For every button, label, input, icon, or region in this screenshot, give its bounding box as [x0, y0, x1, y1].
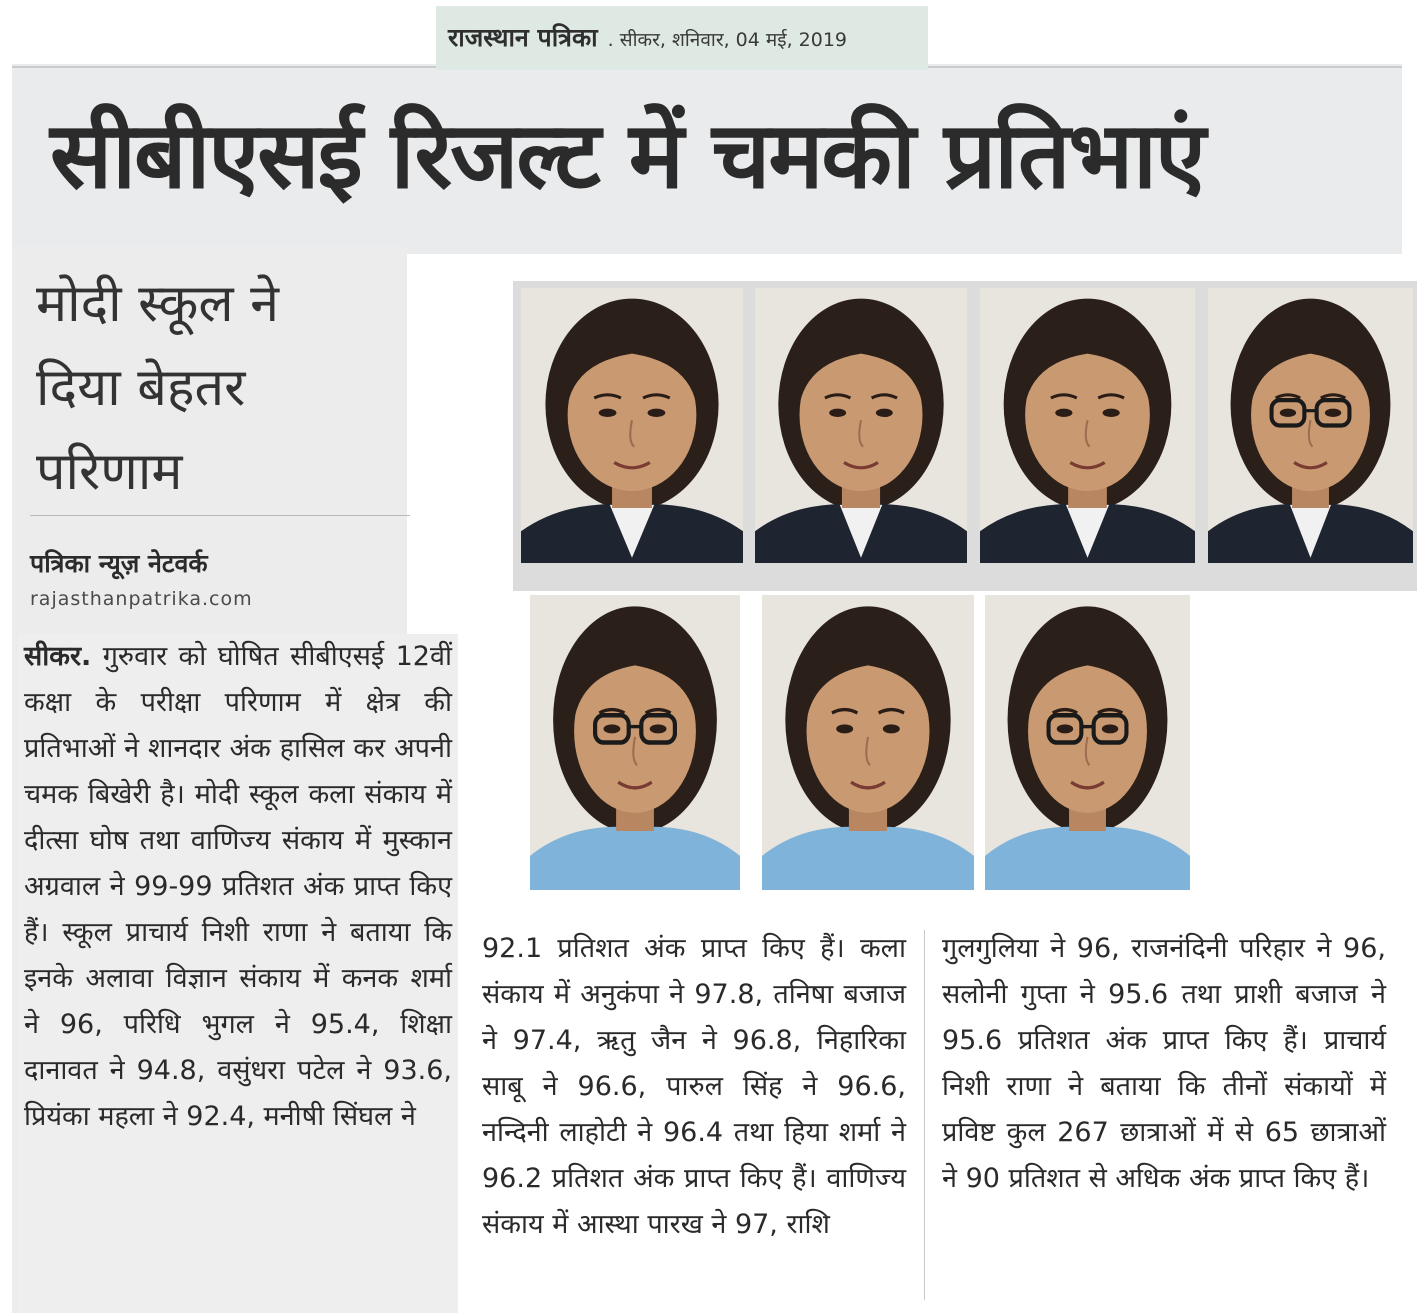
article-location: सीकर. [24, 641, 92, 672]
subheadline-line-3: परिणाम [36, 442, 183, 502]
byline: पत्रिका न्यूज़ नेटवर्क [30, 549, 208, 578]
student-portrait-7 [985, 595, 1190, 890]
subheadline-line-1: मोदी स्कूल ने [36, 274, 279, 334]
subheadline-line-2: दिया बेहतर [36, 358, 246, 418]
article-column-2-text: 92.1 प्रतिशत अंक प्राप्त किए हैं। कला संकाय में अनुकंपा ने 97.8, तनिषा बजाज ने 97.4, ऋतु जैन ने 96.8, निहारिका साबू ने 96.6, पारुल सिंह ने 96.6, नन्दिनी लाहोटी ने 96.4 तथा हिया शर्मा ने 96.2 प्रतिशत अंक प्राप्त किए हैं। वाणिज्य संकाय में आस्था पारख ने 97, राशि [482, 933, 906, 1240]
publication-name: राजस्थान पत्रिका [448, 23, 598, 52]
student-portrait-2 [755, 288, 967, 563]
masthead [436, 6, 928, 70]
student-portrait-4 [1208, 288, 1413, 563]
website: rajasthanpatrika.com [30, 588, 253, 610]
article-column-3-text: गुलगुलिया ने 96, राजनंदिनी परिहार ने 96, सलोनी गुप्ता ने 95.6 तथा प्राशी बजाज ने 95.6 प्रतिशत अंक प्राप्त किए हैं। प्राचार्य निशी राणा ने बताया कि तीनों संकायों में प्रविष्ट कुल 267 छात्राओं में से 65 छात्राओं ने 90 प्रतिशत से अधिक अंक प्राप्त किए हैं। [942, 933, 1386, 1194]
article-column-2 [474, 926, 914, 1313]
subheadline [36, 262, 396, 514]
student-portrait-1 [521, 288, 743, 563]
student-portrait-5 [530, 595, 740, 890]
byline-divider [30, 515, 410, 516]
masthead-dateline: . सीकर, शनिवार, 04 मई, 2019 [607, 29, 848, 51]
article-column-1-text: गुरुवार को घोषित सीबीएसई 12वीं कक्षा के परीक्षा परिणाम में क्षेत्र की प्रतिभाओं ने शानदार अंक हासिल कर अपनी चमक बिखेरी है। मोदी स्कूल कला संकाय में दीत्सा घोष तथा वाणिज्य संकाय में मुस्कान अग्रवाल ने 99-99 प्रतिशत अंक प्राप्त किए हैं। स्कूल प्राचार्य निशी राणा ने बताया कि इनके अलावा विज्ञान संकाय में कनक शर्मा ने 96, परिधि भुगल ने 95.4, शिक्षा दानावत ने 94.8, वसुंधरा पटेल ने 93.6, प्रियंका महला ने 92.4, मनीषी सिंघल ने [24, 641, 452, 1132]
column-separator [924, 930, 925, 1300]
headline: सीबीएसई रिजल्ट में चमकी प्रतिभाएं [50, 102, 1204, 209]
article-column-3 [934, 926, 1394, 1313]
student-portrait-3 [980, 288, 1195, 563]
article-column-1 [18, 634, 458, 1313]
student-portrait-6 [762, 595, 974, 890]
